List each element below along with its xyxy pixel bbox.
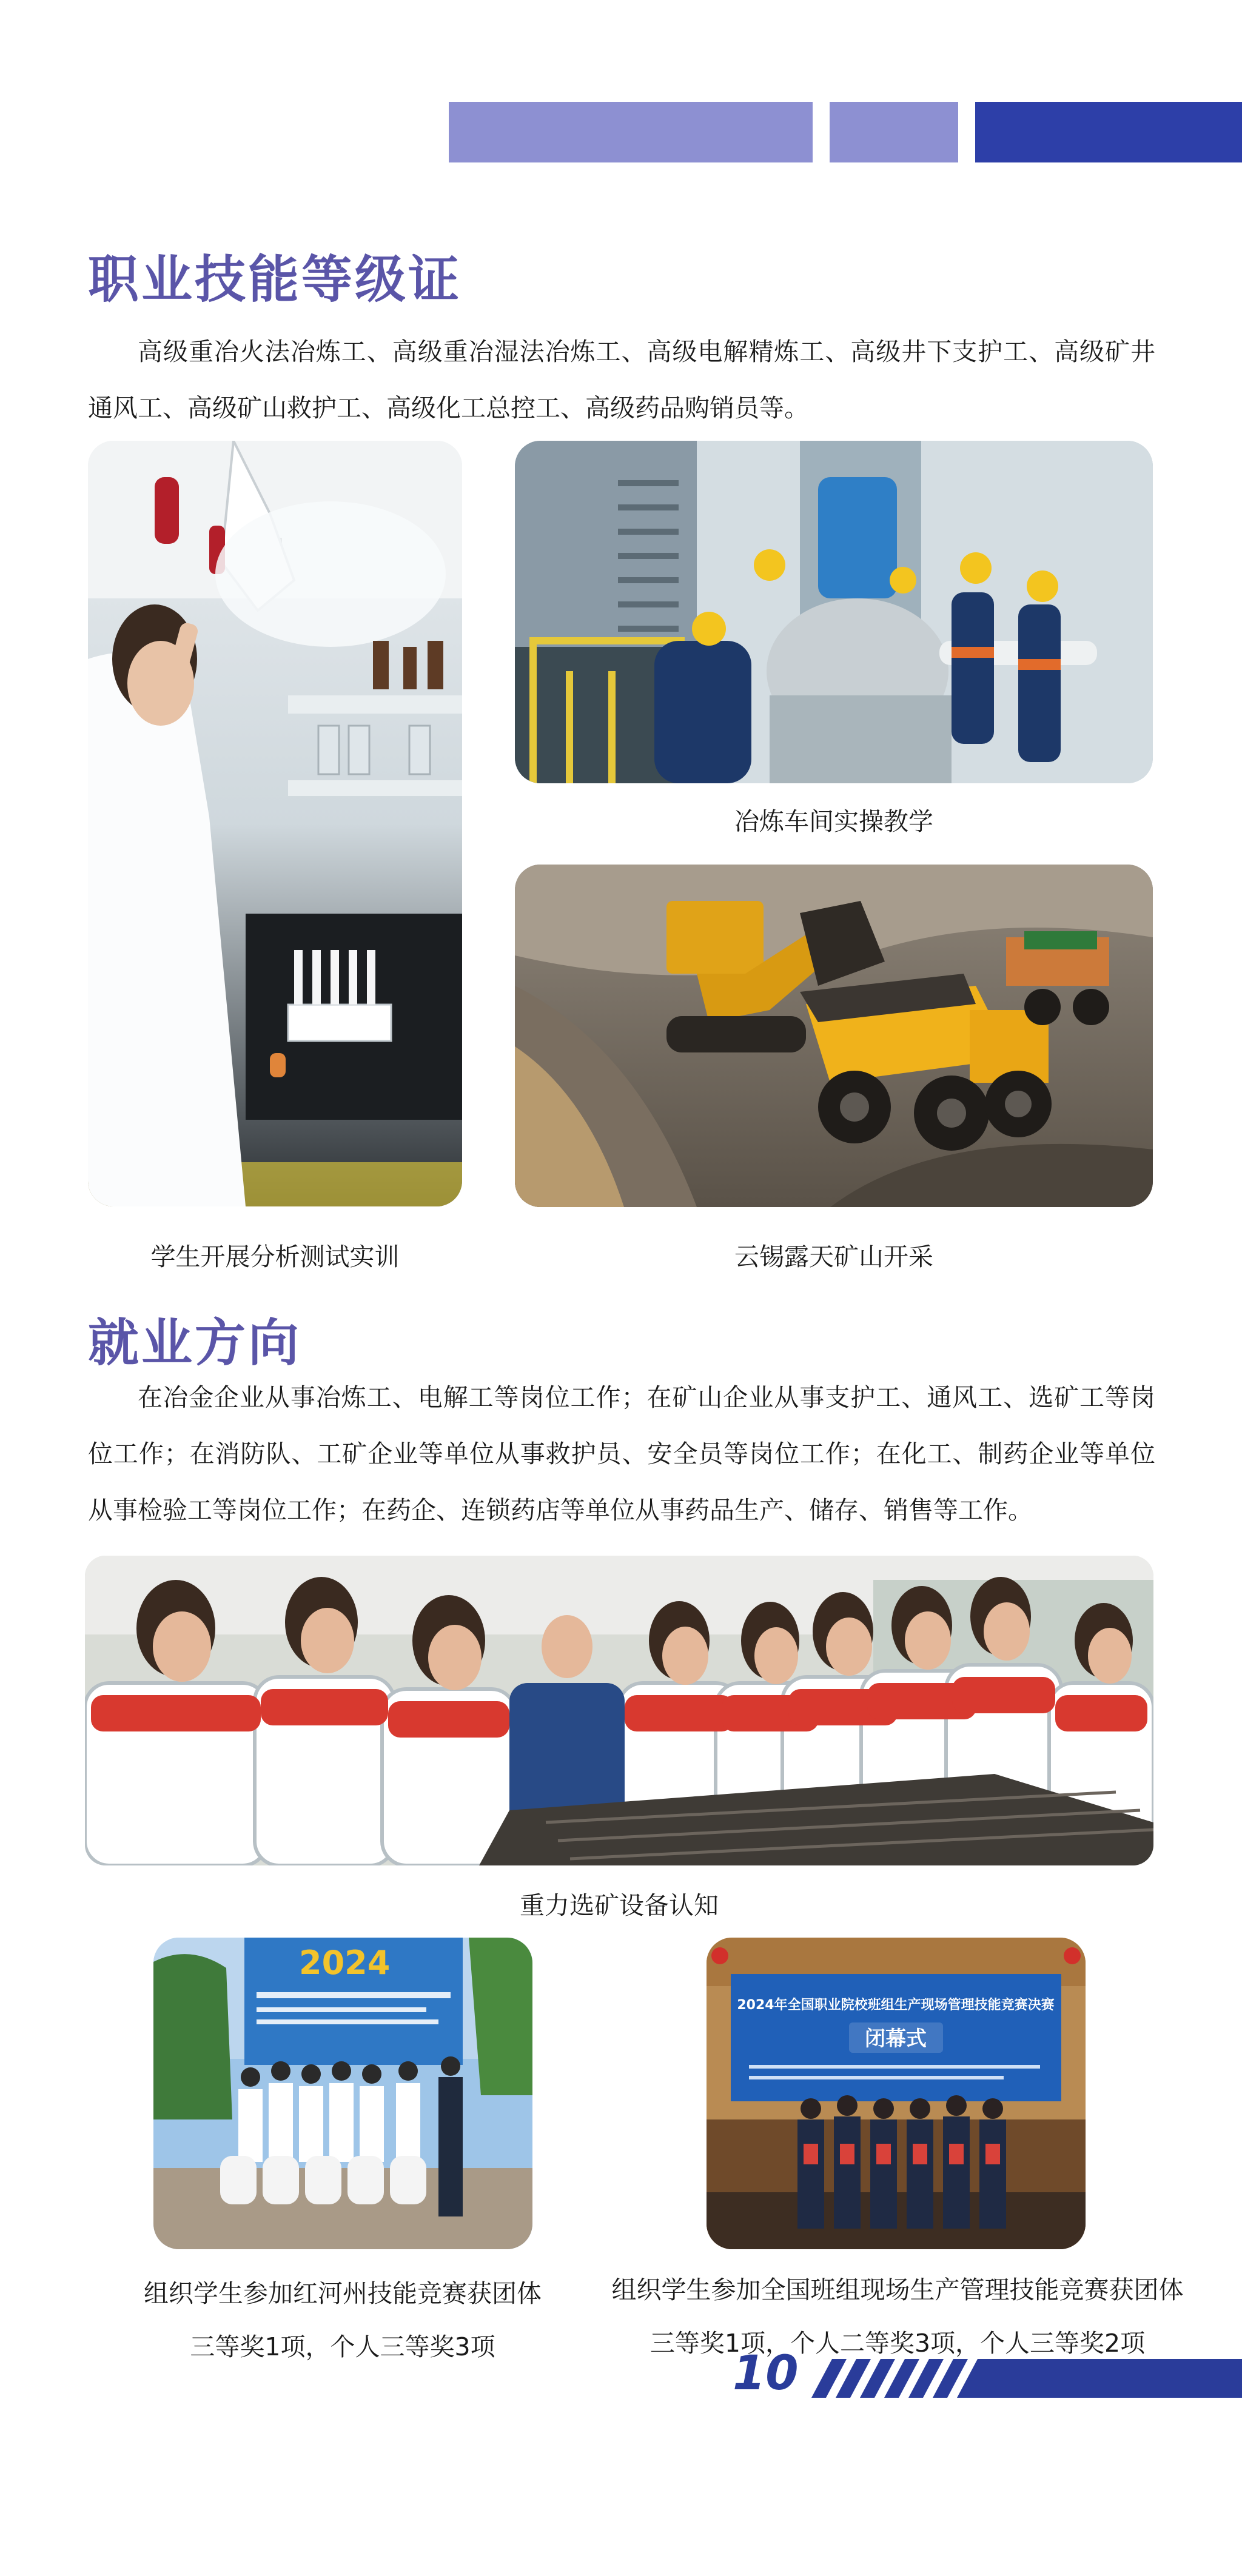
left-award-caption-1: 组织学生参加红河州技能竞赛获团体 (144, 2279, 542, 2308)
header-bar-1 (449, 102, 813, 162)
skills-paragraph: 高级重冶火法冶炼工、高级重冶湿法冶炼工、高级电解精炼工、高级井下支护工、高级矿井通风工、高级矿山救护工、高级化工总控工、高级药品购销员等。 (88, 337, 1155, 423)
page-number: 10 (733, 2346, 799, 2401)
section-title-employment: 就业方向 (88, 1313, 302, 1373)
screen-subtitle-text: 闭幕式 (865, 2027, 927, 2051)
footer-stripes (788, 2355, 1242, 2404)
smelting-caption: 冶炼车间实操教学 (734, 807, 933, 836)
screen-title-text: 2024年全国职业院校班组生产现场管理技能竞赛决赛 (737, 1998, 1055, 2013)
lab-caption: 学生开展分析测试实训 (150, 1242, 400, 1271)
employment-paragraph: 在冶金企业从事冶炼工、电解工等岗位工作；在矿山企业从事支护工、通风工、选矿工等岗位工作；在消防队、工矿企业等单位从事救护员、安全员等岗位工作；在化工、制药企业等单位从事检验工等岗位工作；在药企、连锁药店等单位从事药品生产、储存、销售等工作。 (88, 1383, 1155, 1525)
competition-photo-left (153, 1938, 532, 2249)
smelting-photo (515, 441, 1153, 783)
right-award-caption-1: 组织学生参加全国班组现场生产管理技能竞赛获团体 (611, 2275, 1184, 2304)
left-award-caption-2: 三等奖1项，个人三等奖3项 (190, 2332, 495, 2361)
header-bar-3 (975, 102, 1242, 162)
header-bar-2 (830, 102, 958, 162)
right-award-caption-2: 三等奖1项，个人二等奖3项，个人三等奖2项 (650, 2329, 1146, 2358)
mining-caption: 云锡露天矿山开采 (734, 1242, 933, 1271)
group-photo (85, 1556, 1153, 1865)
mining-photo (515, 865, 1153, 1207)
lab-photo (88, 441, 462, 1206)
section-title-skills: 职业技能等级证 (88, 250, 462, 309)
banner-year-text: 2024 (299, 1944, 391, 1982)
group-caption: 重力选矿设备认知 (520, 1891, 719, 1920)
competition-photo-right (707, 1938, 1086, 2249)
